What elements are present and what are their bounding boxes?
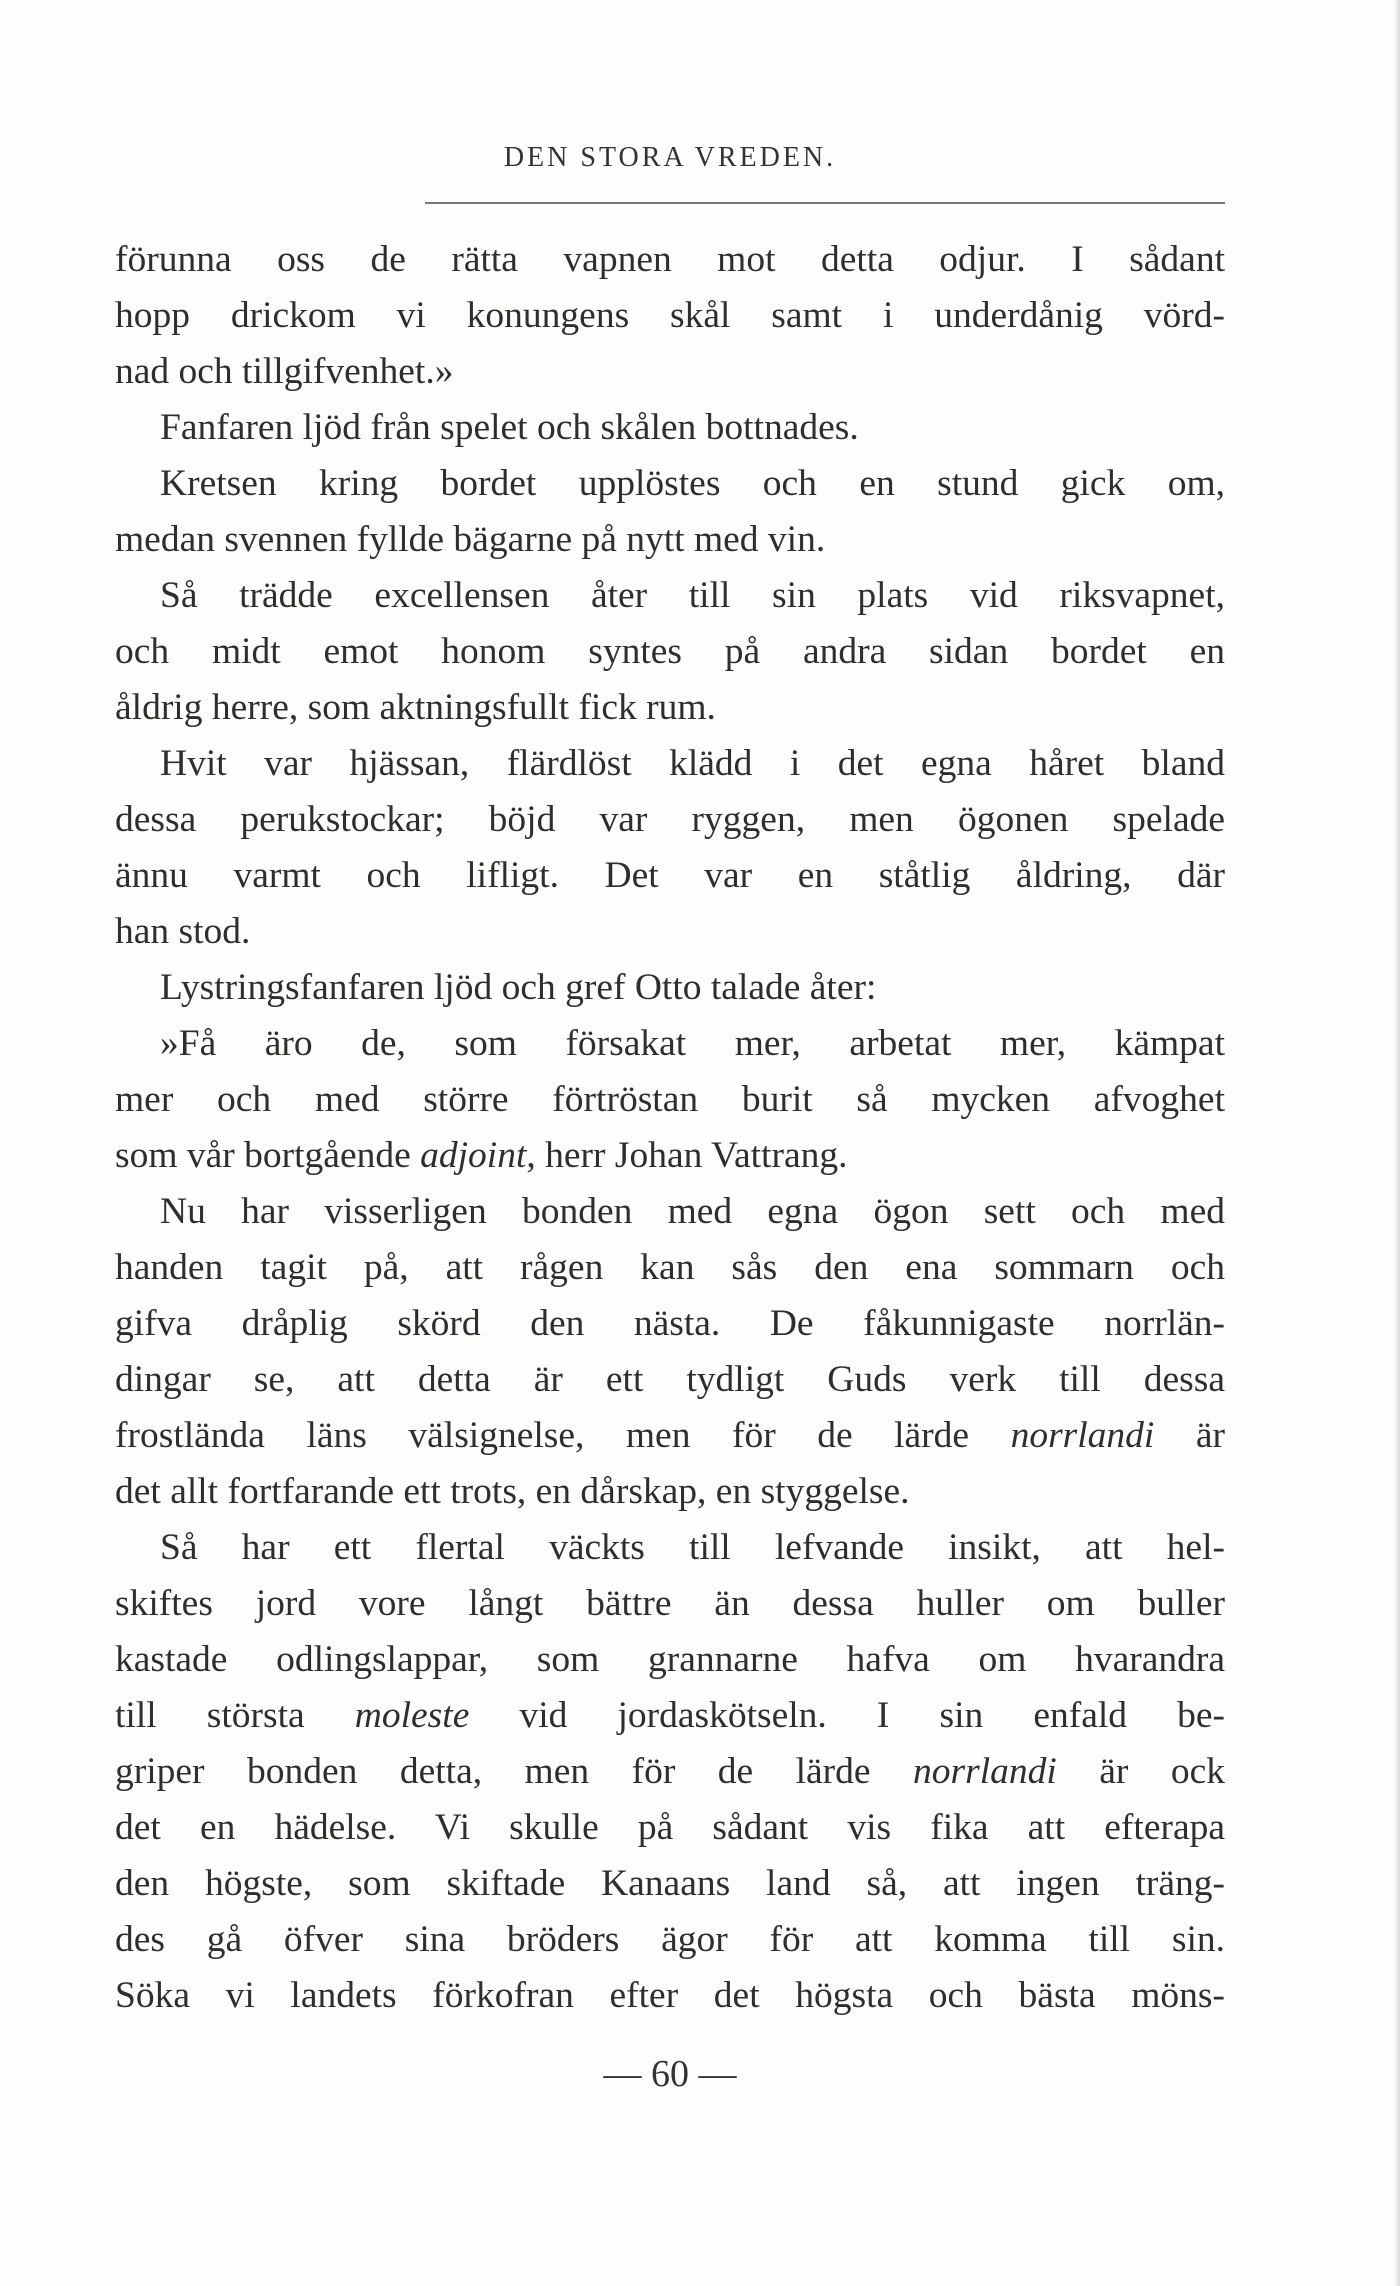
italic-term: adjoint <box>420 1135 527 1176</box>
text-segment: griper bonden detta, men för de lärde <box>115 1751 914 1792</box>
text-segment: , herr Johan Vattrang. <box>526 1135 848 1176</box>
text-line: Hvit var hjässan, flärdlöst klädd i det egna håret bland <box>160 743 1225 784</box>
text-line: hopp drickom vi konungens skål samt i underdånig vörd- <box>115 295 1225 336</box>
text-line: Söka vi landets förkofran efter det högsta och bästa möns- <box>115 1975 1225 2016</box>
text-line: handen tagit på, att rågen kan sås den ena sommarn och <box>115 1247 1225 1288</box>
text-line: han stod. <box>115 911 251 952</box>
text-line: Lystringsfanfaren ljöd och gref Otto talade åter: <box>160 967 877 1008</box>
text-line: Så har ett flertal väckts till lefvande insikt, att hel- <box>160 1527 1225 1568</box>
text-line: skiftes jord vore långt bättre än dessa huller om buller <box>115 1583 1225 1624</box>
text-line: förunna oss de rätta vapnen mot detta odjur. I sådant <box>115 239 1225 280</box>
text-segment: till största <box>115 1695 355 1736</box>
italic-term: moleste <box>354 1695 470 1736</box>
italic-term: norrlandi <box>913 1751 1057 1792</box>
page-edge-shadow <box>1394 0 1400 2286</box>
text-line: des gå öfver sina bröders ägor för att komma till sin. <box>115 1919 1225 1960</box>
text-line <box>115 1408 1225 1464</box>
text-line <box>115 1128 1225 1184</box>
page-number: — 60 — <box>603 2053 737 2095</box>
text-line: ännu varmt och lifligt. Det var en ståtlig åldring, där <box>115 855 1225 896</box>
text-segment: är <box>1154 1415 1225 1456</box>
text-line: mer och med större förtröstan burit så mycken afvoghet <box>115 1079 1225 1120</box>
italic-term: norrlandi <box>1010 1415 1155 1456</box>
text-line: det en hädelse. Vi skulle på sådant vis fika att efterapa <box>115 1807 1225 1848</box>
text-segment: frostlända läns välsignelse, men för de lärde <box>115 1415 1011 1456</box>
text-line: och midt emot honom syntes på andra sidan bordet en <box>115 631 1225 672</box>
text-line: Kretsen kring bordet upplöstes och en stund gick om, <box>160 463 1225 504</box>
text-segment: vid jordaskötseln. I sin enfald be- <box>469 1695 1225 1736</box>
body-text <box>115 232 1225 2024</box>
text-line: Så trädde excellensen åter till sin plats vid riksvapnet, <box>160 575 1225 616</box>
text-line: kastade odlingslappar, som grannarne hafva om hvarandra <box>115 1639 1225 1680</box>
text-segment: är ock <box>1056 1751 1226 1792</box>
text-line: åldrig herre, som aktningsfullt fick rum. <box>115 687 716 728</box>
text-line: gifva dråplig skörd den nästa. De fåkunnigaste norrlän- <box>115 1303 1225 1344</box>
text-line: »Få äro de, som försakat mer, arbetat mer, kämpat <box>160 1023 1225 1064</box>
text-line: Fanfaren ljöd från spelet och skålen bottnades. <box>160 407 859 448</box>
text-line: Nu har visserligen bonden med egna ögon sett och med <box>160 1191 1225 1232</box>
text-line: dessa perukstockar; böjd var ryggen, men ögonen spelade <box>115 799 1225 840</box>
text-segment: som vår bortgående <box>115 1135 421 1176</box>
text-line: dingar se, att detta är ett tydligt Guds verk till dessa <box>115 1359 1225 1400</box>
text-line <box>115 1688 1225 1744</box>
text-line: det allt fortfarande ett trots, en dårskap, en styggelse. <box>115 1471 910 1512</box>
header-rule <box>425 202 1225 204</box>
text-line <box>115 1744 1225 1800</box>
text-line: den högste, som skiftade Kanaans land så, att ingen träng- <box>115 1863 1225 1904</box>
text-line: medan svennen fyllde bägarne på nytt med vin. <box>115 519 826 560</box>
running-header: DEN STORA VREDEN. <box>503 142 837 173</box>
text-line: nad och tillgifvenhet.» <box>115 351 454 392</box>
